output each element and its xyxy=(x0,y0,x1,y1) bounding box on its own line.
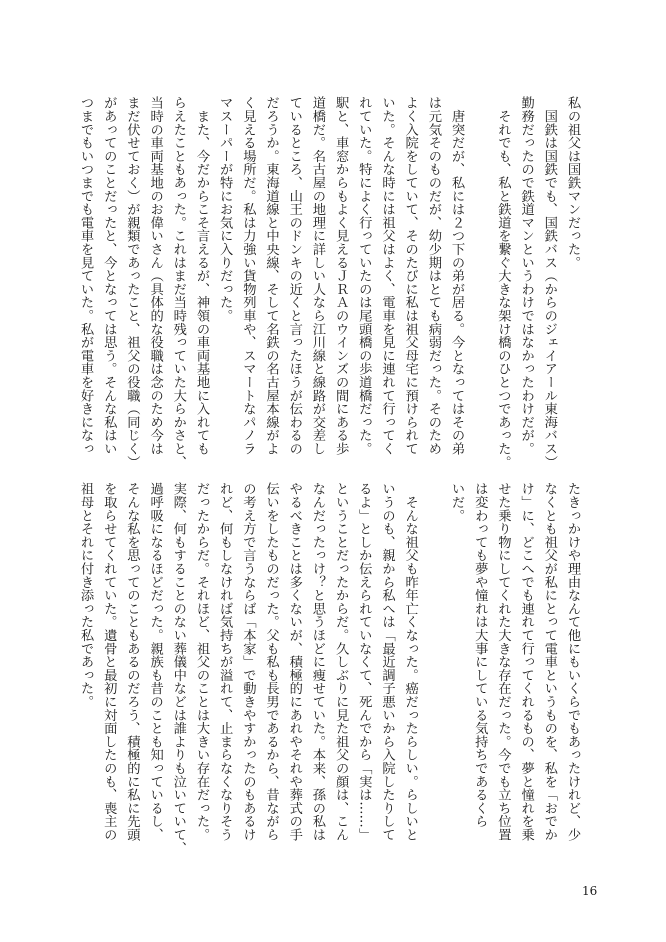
text-block-bottom xyxy=(73,482,584,858)
text-line xyxy=(422,482,445,858)
text-line: ているところ、山王のドンキの近くと言ったほうが伝わるの xyxy=(286,96,302,456)
text-line: を取らせてくれていた。遺骨と最初に対面したのも、喪主の xyxy=(101,482,117,842)
text-line: 過呼吸になるほどだった。親族も昔のことも知っているし、 xyxy=(147,482,163,842)
text-line: マスーパーが特にお気に入りだった。 xyxy=(217,96,233,323)
text-line: いた。そんな時には祖父はよく、電車を見に連れて行ってく xyxy=(379,96,395,456)
text-line: らえたこともあった。これはまだ当時残っていた大らかさと、 xyxy=(170,96,186,469)
text-line: 伝いをしたものだった。父も私も長男であるから、昔ながら xyxy=(263,482,279,842)
text-line: 実際、何もすることのない葬儀中などは誰よりも泣いていて、 xyxy=(170,482,186,855)
page-number: 16 xyxy=(582,884,598,898)
text-line: 国鉄は国鉄でも、国鉄バス（からのジェイアール東海バス） xyxy=(541,96,557,469)
text-line: たきっかけや理由なんて他にもいくらでもあったけれど、少 xyxy=(565,482,580,842)
text-line: せた乗り物にしてくれた大きな存在だった。今でも立ち位置 xyxy=(495,482,511,842)
text-line: だったからだ。それほど、祖父のことは大きい存在だった。 xyxy=(194,482,209,842)
text-line: れど、何もしなければ気持ちが溢れて、止まらなくなりそう xyxy=(217,482,233,842)
text-line: 当時の車両基地のお偉いさん（具体的な役職は念のため今は xyxy=(147,96,163,456)
text-line: つまでもいつまでも電車を見ていた。私が電車を好きになっ xyxy=(78,96,94,456)
text-line: まだ伏せておく）が親類であったこと、祖父の役職（同じく） xyxy=(124,96,140,469)
text-line: 祖母とそれに付き添った私であった。 xyxy=(78,482,94,709)
text-line: なんだったっけ？と思うほどに痩せていた。本来、孫の私は xyxy=(309,482,325,842)
text-line: 勤務だったので鉄道マンというわけではなかったわけだが。 xyxy=(518,96,534,456)
text-line: く見える場所だ。私は力強い貨物列車や、スマートなパノラ xyxy=(240,96,256,456)
text-line xyxy=(468,96,491,472)
text-line: ということだったからだ。久しぶりに見た祖父の顔は、こん xyxy=(333,482,349,842)
text-line: 私の祖父は国鉄マンだった。 xyxy=(565,96,580,269)
text-line: いだ。 xyxy=(449,482,465,522)
text-line: の考え方で言うならば「本家」で動きやすかったのもあるけ xyxy=(240,482,256,842)
text-line: よく入院をしていて、そのたびに私は祖父母宅に預けられて xyxy=(402,96,418,456)
text-line: 道橋だ。名古屋の地理に詳しい人なら江川線と線路が交差し xyxy=(309,96,325,456)
text-line: け」に、どこへでも連れて行ってくれるもの、夢と憧れを乗 xyxy=(518,482,534,842)
text-line: また、今だからこそ言えるが、神領の車両基地に入れても xyxy=(194,96,209,456)
text-line: 駅と、車窓からもよく見えるＪＲＡのウインズの間にある歩 xyxy=(333,96,349,456)
text-line: 唐突だが、私には２つ下の弟が居る。今となってはその弟 xyxy=(449,96,465,456)
text-line: それでも、私と鉄道を繋ぐ大きな架け橋のひとつであった。 xyxy=(495,96,511,469)
text-line: いうのも、親から私へは「最近調子悪いから入院したりして xyxy=(379,482,395,842)
text-line: は変わっても夢や憧れは大事にしている気持ちであるくら xyxy=(472,482,488,828)
text-line: そんな私を思ってのこともあるのだろう、積極的に私に先頭 xyxy=(124,482,140,842)
text-line: なくとも祖父が私にとって電車というものを、私を「おでか xyxy=(541,482,557,842)
text-line: は元気そのものだが、幼少期はとても病弱だった。そのため xyxy=(425,96,441,456)
text-line: があってのことだったと、今となっては思う。そんな私はい xyxy=(101,96,117,456)
text-line: そんな祖父も昨年亡くなった。癌だったらしい。らしいと xyxy=(402,482,418,842)
text-line: だろうか。東海道線と中央線、そして名鉄の名古屋本線がよ xyxy=(263,96,279,456)
text-line: れていた。特によく行っていたのは尾頭橋の歩道橋だった。 xyxy=(356,96,372,456)
text-line: やるべきことは多くないが、積極的にあれやそれや葬式の手 xyxy=(286,482,302,842)
text-block-top xyxy=(73,96,584,472)
text-line: るよ」としか伝えられていなくて、死んでから「実は……」 xyxy=(356,482,372,842)
